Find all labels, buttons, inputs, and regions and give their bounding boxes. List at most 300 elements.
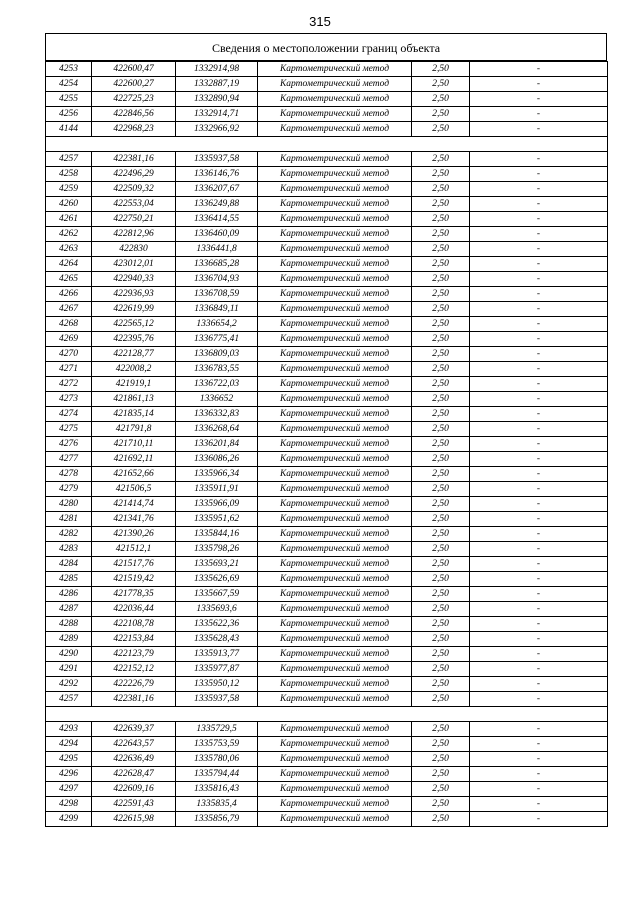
- method-cell: Картометрический метод: [258, 601, 412, 616]
- note-cell: -: [470, 616, 608, 631]
- accuracy-cell: 2,50: [412, 691, 470, 706]
- coord-x-cell: 422812,96: [92, 226, 176, 241]
- coord-y-cell: 1332887,19: [176, 77, 258, 92]
- point-number-cell: 4253: [46, 62, 92, 77]
- coord-y-cell: 1336652: [176, 391, 258, 406]
- coord-x-cell: 422609,16: [92, 781, 176, 796]
- note-cell: -: [470, 77, 608, 92]
- table-row: [46, 316, 608, 331]
- note-cell: -: [470, 571, 608, 586]
- table-row: [46, 556, 608, 571]
- note-cell: -: [470, 122, 608, 137]
- method-cell: Картометрический метод: [258, 271, 412, 286]
- table-row: [46, 346, 608, 361]
- accuracy-cell: 2,50: [412, 511, 470, 526]
- note-cell: -: [470, 316, 608, 331]
- coord-y-cell: 1332914,71: [176, 107, 258, 122]
- accuracy-cell: 2,50: [412, 811, 470, 826]
- coord-y-cell: 1332890,94: [176, 92, 258, 107]
- method-cell: Картометрический метод: [258, 751, 412, 766]
- coord-x-cell: 421390,26: [92, 526, 176, 541]
- coord-y-cell: 1336849,11: [176, 301, 258, 316]
- coord-y-cell: 1336708,59: [176, 286, 258, 301]
- note-cell: -: [470, 196, 608, 211]
- method-cell: Картометрический метод: [258, 331, 412, 346]
- note-cell: -: [470, 256, 608, 271]
- point-number-cell: 4258: [46, 166, 92, 181]
- method-cell: Картометрический метод: [258, 691, 412, 706]
- method-cell: Картометрический метод: [258, 406, 412, 421]
- accuracy-cell: 2,50: [412, 601, 470, 616]
- accuracy-cell: 2,50: [412, 376, 470, 391]
- coord-x-cell: 422395,76: [92, 331, 176, 346]
- method-cell: Картометрический метод: [258, 721, 412, 736]
- point-number-cell: 4290: [46, 646, 92, 661]
- coord-y-cell: 1332914,98: [176, 62, 258, 77]
- point-number-cell: 4267: [46, 301, 92, 316]
- point-number-cell: 4255: [46, 92, 92, 107]
- point-number-cell: 4291: [46, 661, 92, 676]
- coord-x-cell: 422936,93: [92, 286, 176, 301]
- coord-y-cell: 1335729,5: [176, 721, 258, 736]
- note-cell: -: [470, 661, 608, 676]
- table-row: [46, 436, 608, 451]
- coord-y-cell: 1336332,83: [176, 406, 258, 421]
- coord-x-cell: 421791,8: [92, 421, 176, 436]
- accuracy-cell: 2,50: [412, 616, 470, 631]
- accuracy-cell: 2,50: [412, 631, 470, 646]
- coord-x-cell: 422600,47: [92, 62, 176, 77]
- coord-x-cell: 422108,78: [92, 616, 176, 631]
- table-title: Сведения о местоположении границ объекта: [45, 33, 607, 61]
- table-row: [46, 511, 608, 526]
- accuracy-cell: 2,50: [412, 781, 470, 796]
- table-row: [46, 107, 608, 122]
- coord-x-cell: 422725,23: [92, 92, 176, 107]
- coord-y-cell: 1335816,43: [176, 781, 258, 796]
- point-number-cell: 4257: [46, 151, 92, 166]
- note-cell: -: [470, 421, 608, 436]
- method-cell: Картометрический метод: [258, 556, 412, 571]
- point-number-cell: 4270: [46, 346, 92, 361]
- method-cell: Картометрический метод: [258, 766, 412, 781]
- table-row: [46, 676, 608, 691]
- coord-y-cell: 1335667,59: [176, 586, 258, 601]
- note-cell: -: [470, 466, 608, 481]
- point-number-cell: 4273: [46, 391, 92, 406]
- point-number-cell: 4278: [46, 466, 92, 481]
- method-cell: Картометрический метод: [258, 122, 412, 137]
- table-row: [46, 256, 608, 271]
- note-cell: -: [470, 796, 608, 811]
- coord-x-cell: 422008,2: [92, 361, 176, 376]
- coord-y-cell: 1336268,64: [176, 421, 258, 436]
- coord-y-cell: 1336460,09: [176, 226, 258, 241]
- table-row: [46, 646, 608, 661]
- coord-x-cell: 422940,33: [92, 271, 176, 286]
- accuracy-cell: 2,50: [412, 496, 470, 511]
- table-row: [46, 541, 608, 556]
- note-cell: -: [470, 781, 608, 796]
- table-row: [46, 391, 608, 406]
- method-cell: Картометрический метод: [258, 541, 412, 556]
- point-number-cell: 4275: [46, 421, 92, 436]
- note-cell: -: [470, 586, 608, 601]
- accuracy-cell: 2,50: [412, 361, 470, 376]
- coord-y-cell: 1335977,87: [176, 661, 258, 676]
- separator-cell: [46, 706, 608, 721]
- note-cell: -: [470, 691, 608, 706]
- accuracy-cell: 2,50: [412, 676, 470, 691]
- coord-y-cell: 1332966,92: [176, 122, 258, 137]
- method-cell: Картометрический метод: [258, 586, 412, 601]
- table-row: [46, 451, 608, 466]
- point-number-cell: 4271: [46, 361, 92, 376]
- accuracy-cell: 2,50: [412, 196, 470, 211]
- point-number-cell: 4257: [46, 691, 92, 706]
- note-cell: -: [470, 271, 608, 286]
- method-cell: Картометрический метод: [258, 181, 412, 196]
- coord-y-cell: 1336722,03: [176, 376, 258, 391]
- point-number-cell: 4259: [46, 181, 92, 196]
- coord-y-cell: 1335966,34: [176, 466, 258, 481]
- point-number-cell: 4261: [46, 211, 92, 226]
- table-row: [46, 181, 608, 196]
- method-cell: Картометрический метод: [258, 286, 412, 301]
- note-cell: -: [470, 406, 608, 421]
- coord-x-cell: 421512,1: [92, 541, 176, 556]
- note-cell: -: [470, 107, 608, 122]
- table-row: [46, 796, 608, 811]
- point-number-cell: 4276: [46, 436, 92, 451]
- coord-y-cell: 1335913,77: [176, 646, 258, 661]
- coord-x-cell: 422830: [92, 241, 176, 256]
- coord-x-cell: 422591,43: [92, 796, 176, 811]
- method-cell: Картометрический метод: [258, 256, 412, 271]
- method-cell: Картометрический метод: [258, 211, 412, 226]
- coord-y-cell: 1336249,88: [176, 196, 258, 211]
- table-row: [46, 601, 608, 616]
- table-row: [46, 376, 608, 391]
- note-cell: -: [470, 166, 608, 181]
- coord-x-cell: 422565,12: [92, 316, 176, 331]
- method-cell: Картометрический метод: [258, 631, 412, 646]
- note-cell: -: [470, 361, 608, 376]
- point-number-cell: 4293: [46, 721, 92, 736]
- table-row: [46, 616, 608, 631]
- accuracy-cell: 2,50: [412, 661, 470, 676]
- accuracy-cell: 2,50: [412, 241, 470, 256]
- method-cell: Картометрический метод: [258, 736, 412, 751]
- point-number-cell: 4263: [46, 241, 92, 256]
- coord-y-cell: 1335794,44: [176, 766, 258, 781]
- accuracy-cell: 2,50: [412, 107, 470, 122]
- accuracy-cell: 2,50: [412, 526, 470, 541]
- point-number-cell: 4282: [46, 526, 92, 541]
- point-number-cell: 4286: [46, 586, 92, 601]
- coord-x-cell: 422615,98: [92, 811, 176, 826]
- point-number-cell: 4288: [46, 616, 92, 631]
- accuracy-cell: 2,50: [412, 721, 470, 736]
- coord-x-cell: 422152,12: [92, 661, 176, 676]
- coord-x-cell: 422846,56: [92, 107, 176, 122]
- table-row: [46, 196, 608, 211]
- point-number-cell: 4296: [46, 766, 92, 781]
- note-cell: -: [470, 766, 608, 781]
- accuracy-cell: 2,50: [412, 436, 470, 451]
- coordinates-table: [45, 61, 608, 827]
- method-cell: Картометрический метод: [258, 781, 412, 796]
- point-number-cell: 4262: [46, 226, 92, 241]
- method-cell: Картометрический метод: [258, 436, 412, 451]
- note-cell: -: [470, 736, 608, 751]
- accuracy-cell: 2,50: [412, 646, 470, 661]
- accuracy-cell: 2,50: [412, 346, 470, 361]
- point-number-cell: 4256: [46, 107, 92, 122]
- note-cell: -: [470, 92, 608, 107]
- accuracy-cell: 2,50: [412, 211, 470, 226]
- method-cell: Картометрический метод: [258, 496, 412, 511]
- table-row: [46, 751, 608, 766]
- note-cell: -: [470, 451, 608, 466]
- coord-y-cell: 1336414,55: [176, 211, 258, 226]
- table-row: [46, 811, 608, 826]
- note-cell: -: [470, 181, 608, 196]
- point-number-cell: 4295: [46, 751, 92, 766]
- coord-y-cell: 1335844,16: [176, 526, 258, 541]
- accuracy-cell: 2,50: [412, 586, 470, 601]
- note-cell: -: [470, 541, 608, 556]
- coord-x-cell: 422553,04: [92, 196, 176, 211]
- method-cell: Картометрический метод: [258, 466, 412, 481]
- point-number-cell: 4266: [46, 286, 92, 301]
- method-cell: Картометрический метод: [258, 241, 412, 256]
- accuracy-cell: 2,50: [412, 181, 470, 196]
- coord-x-cell: 422628,47: [92, 766, 176, 781]
- method-cell: Картометрический метод: [258, 226, 412, 241]
- method-cell: Картометрический метод: [258, 77, 412, 92]
- table-row: [46, 481, 608, 496]
- method-cell: Картометрический метод: [258, 316, 412, 331]
- accuracy-cell: 2,50: [412, 796, 470, 811]
- table-row: [46, 211, 608, 226]
- accuracy-cell: 2,50: [412, 766, 470, 781]
- method-cell: Картометрический метод: [258, 92, 412, 107]
- point-number-cell: 4298: [46, 796, 92, 811]
- coord-x-cell: 422381,16: [92, 151, 176, 166]
- coord-x-cell: 422123,79: [92, 646, 176, 661]
- note-cell: -: [470, 301, 608, 316]
- point-number-cell: 4277: [46, 451, 92, 466]
- note-cell: -: [470, 391, 608, 406]
- note-cell: -: [470, 211, 608, 226]
- accuracy-cell: 2,50: [412, 316, 470, 331]
- accuracy-cell: 2,50: [412, 122, 470, 137]
- accuracy-cell: 2,50: [412, 226, 470, 241]
- coord-y-cell: 1335622,36: [176, 616, 258, 631]
- accuracy-cell: 2,50: [412, 406, 470, 421]
- coord-y-cell: 1335780,06: [176, 751, 258, 766]
- table-row: [46, 286, 608, 301]
- method-cell: Картометрический метод: [258, 421, 412, 436]
- accuracy-cell: 2,50: [412, 331, 470, 346]
- coord-x-cell: 421341,76: [92, 511, 176, 526]
- table-row: [46, 406, 608, 421]
- coord-y-cell: 1335856,79: [176, 811, 258, 826]
- method-cell: Картометрический метод: [258, 301, 412, 316]
- note-cell: -: [470, 511, 608, 526]
- table-row: [46, 571, 608, 586]
- note-cell: -: [470, 496, 608, 511]
- accuracy-cell: 2,50: [412, 77, 470, 92]
- table-row: [46, 631, 608, 646]
- point-number-cell: 4260: [46, 196, 92, 211]
- method-cell: Картометрический метод: [258, 796, 412, 811]
- point-number-cell: 4274: [46, 406, 92, 421]
- accuracy-cell: 2,50: [412, 256, 470, 271]
- note-cell: -: [470, 601, 608, 616]
- accuracy-cell: 2,50: [412, 421, 470, 436]
- accuracy-cell: 2,50: [412, 556, 470, 571]
- point-number-cell: 4299: [46, 811, 92, 826]
- point-number-cell: 4280: [46, 496, 92, 511]
- method-cell: Картометрический метод: [258, 616, 412, 631]
- coord-x-cell: 422226,79: [92, 676, 176, 691]
- method-cell: Картометрический метод: [258, 676, 412, 691]
- coord-x-cell: 421835,14: [92, 406, 176, 421]
- table-row: [46, 77, 608, 92]
- table-row: [46, 691, 608, 706]
- method-cell: Картометрический метод: [258, 646, 412, 661]
- note-cell: -: [470, 241, 608, 256]
- accuracy-cell: 2,50: [412, 166, 470, 181]
- coord-y-cell: 1335626,69: [176, 571, 258, 586]
- table-row: [46, 466, 608, 481]
- table-row: [46, 781, 608, 796]
- coord-x-cell: 422128,77: [92, 346, 176, 361]
- note-cell: -: [470, 721, 608, 736]
- point-number-cell: 4254: [46, 77, 92, 92]
- coord-y-cell: 1335835,4: [176, 796, 258, 811]
- coord-x-cell: 423012,01: [92, 256, 176, 271]
- point-number-cell: 4289: [46, 631, 92, 646]
- point-number-cell: 4284: [46, 556, 92, 571]
- point-number-cell: 4285: [46, 571, 92, 586]
- coord-y-cell: 1335937,58: [176, 151, 258, 166]
- point-number-cell: 4283: [46, 541, 92, 556]
- note-cell: -: [470, 676, 608, 691]
- table-row: [46, 721, 608, 736]
- coord-x-cell: 421710,11: [92, 436, 176, 451]
- coord-x-cell: 422643,57: [92, 736, 176, 751]
- accuracy-cell: 2,50: [412, 271, 470, 286]
- coord-x-cell: 421692,11: [92, 451, 176, 466]
- table-row: [46, 526, 608, 541]
- coord-x-cell: 422600,27: [92, 77, 176, 92]
- coord-y-cell: 1336809,03: [176, 346, 258, 361]
- coord-y-cell: 1336086,26: [176, 451, 258, 466]
- table-row: [46, 226, 608, 241]
- accuracy-cell: 2,50: [412, 286, 470, 301]
- note-cell: -: [470, 346, 608, 361]
- method-cell: Картометрический метод: [258, 451, 412, 466]
- coord-y-cell: 1336685,28: [176, 256, 258, 271]
- boundary-document: [45, 33, 607, 827]
- coord-y-cell: 1336207,67: [176, 181, 258, 196]
- method-cell: Картометрический метод: [258, 481, 412, 496]
- coord-y-cell: 1335950,12: [176, 676, 258, 691]
- note-cell: -: [470, 646, 608, 661]
- coord-y-cell: 1336201,84: [176, 436, 258, 451]
- table-row: [46, 301, 608, 316]
- accuracy-cell: 2,50: [412, 451, 470, 466]
- coord-x-cell: 422036,44: [92, 601, 176, 616]
- group-separator: [46, 137, 608, 152]
- table-row: [46, 496, 608, 511]
- coord-y-cell: 1335951,62: [176, 511, 258, 526]
- method-cell: Картометрический метод: [258, 107, 412, 122]
- coord-x-cell: 421919,1: [92, 376, 176, 391]
- point-number-cell: 4297: [46, 781, 92, 796]
- coord-x-cell: 422750,21: [92, 211, 176, 226]
- table-row: [46, 92, 608, 107]
- accuracy-cell: 2,50: [412, 92, 470, 107]
- accuracy-cell: 2,50: [412, 466, 470, 481]
- table-row: [46, 586, 608, 601]
- table-row: [46, 271, 608, 286]
- coord-x-cell: 421652,66: [92, 466, 176, 481]
- coord-y-cell: 1335693,6: [176, 601, 258, 616]
- note-cell: -: [470, 751, 608, 766]
- coord-y-cell: 1336654,2: [176, 316, 258, 331]
- coord-y-cell: 1335693,21: [176, 556, 258, 571]
- coord-x-cell: 422636,49: [92, 751, 176, 766]
- coord-y-cell: 1335911,91: [176, 481, 258, 496]
- point-number-cell: 4287: [46, 601, 92, 616]
- coord-x-cell: 421506,5: [92, 481, 176, 496]
- coord-x-cell: 422496,29: [92, 166, 176, 181]
- table-row: [46, 421, 608, 436]
- coord-y-cell: 1336775,41: [176, 331, 258, 346]
- coord-x-cell: 422968,23: [92, 122, 176, 137]
- coord-y-cell: 1335937,58: [176, 691, 258, 706]
- point-number-cell: 4269: [46, 331, 92, 346]
- coord-x-cell: 422509,32: [92, 181, 176, 196]
- accuracy-cell: 2,50: [412, 301, 470, 316]
- coord-y-cell: 1336441,8: [176, 241, 258, 256]
- coord-x-cell: 421414,74: [92, 496, 176, 511]
- table-row: [46, 766, 608, 781]
- coord-y-cell: 1335753,59: [176, 736, 258, 751]
- method-cell: Картометрический метод: [258, 391, 412, 406]
- note-cell: -: [470, 526, 608, 541]
- note-cell: -: [470, 286, 608, 301]
- point-number-cell: 4292: [46, 676, 92, 691]
- table-row: [46, 62, 608, 77]
- method-cell: Картометрический метод: [258, 196, 412, 211]
- accuracy-cell: 2,50: [412, 391, 470, 406]
- point-number-cell: 4144: [46, 122, 92, 137]
- accuracy-cell: 2,50: [412, 481, 470, 496]
- coord-x-cell: 421861,13: [92, 391, 176, 406]
- accuracy-cell: 2,50: [412, 571, 470, 586]
- method-cell: Картометрический метод: [258, 346, 412, 361]
- coordinates-table-body: [46, 62, 608, 827]
- method-cell: Картометрический метод: [258, 571, 412, 586]
- coord-x-cell: 421519,42: [92, 571, 176, 586]
- note-cell: -: [470, 62, 608, 77]
- table-row: [46, 331, 608, 346]
